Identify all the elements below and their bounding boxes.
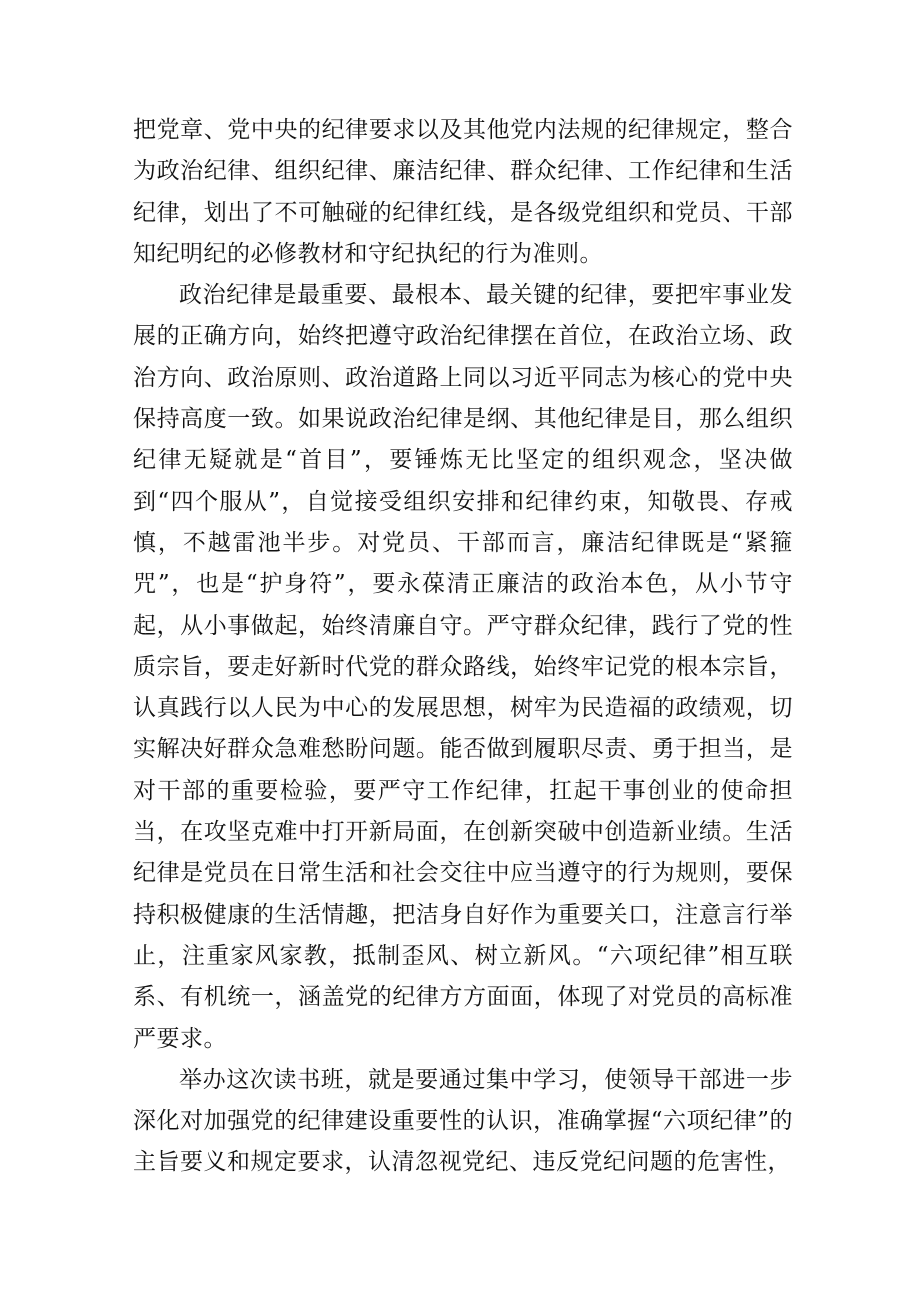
paragraph-2: 政治纪律是最重要、最根本、最关键的纪律，要把牢事业发展的正确方向，始终把遵守政治纪律摆在首位，在政治立场、政治方向、政治原则、政治道路上同以习近平同志为核心的党中央保持高度一致。如果说政治纪律是纲、其他纪律是目，那么组织纪律无疑就是“首目”，要锤炼无比坚定的组织观念，坚决做到“四个服从”，自觉接受组织安排和纪律约束，知敬畏、存戒慎，不越雷池半步。对党员、干部而言，廉洁纪律既是“紧箍咒”，也是“护身符”，要永葆清正廉洁的政治本色，从小节守起，从小事做起，始终清廉自守。严守群众纪律，践行了党的性质宗旨，要走好新时代党的群众路线，始终牢记党的根本宗旨，认真践行以人民为中心的发展思想，树牢为民造福的政绩观，切实解决好群众急难愁盼问题。能否做到履职尽责、勇于担当，是对干部的重要检验，要严守工作纪律，扛起干事创业的使命担当，在攻坚克难中打开新局面，在创新突破中创造新业绩。生活纪律是党员在日常生活和社会交往中应当遵守的行为规则，要保持积极健康的生活情趣，把洁身自好作为重要关口，注意言行举止，注重家风家教，抵制歪风、树立新风。“六项纪律”相互联系、有机统一，涵盖党的纪律方方面面，体现了对党员的高标准严要求。: [133, 282, 793, 1052]
paragraph-3: 举办这次读书班，就是要通过集中学习，使领导干部进一步深化对加强党的纪律建设重要性的认识，准确掌握“六项纪律”的主旨要义和规定要求，认清忽视党纪、违反党纪问题的危害性，: [133, 1066, 793, 1176]
document-body: [133, 110, 793, 1184]
paragraph-1: 把党章、党中央的纪律要求以及其他党内法规的纪律规定，整合为政治纪律、组织纪律、廉洁纪律、群众纪律、工作纪律和生活纪律，划出了不可触碰的纪律红线，是各级党组织和党员、干部知纪明纪的必修教材和守纪执纪的行为准则。: [133, 117, 793, 267]
